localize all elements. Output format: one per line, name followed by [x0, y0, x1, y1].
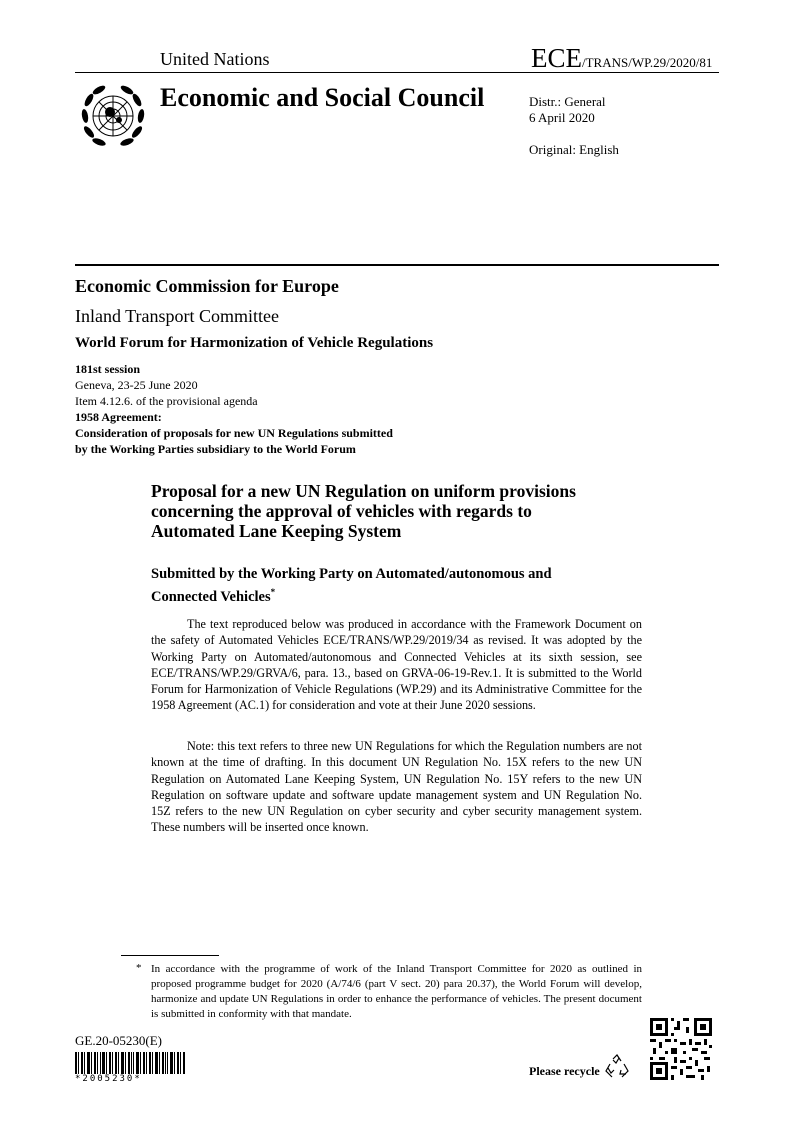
proposal-title	[151, 481, 641, 541]
barcode-number: *2005230*	[75, 1074, 142, 1084]
title-line-3: Automated Lane Keeping System	[151, 521, 402, 541]
consideration-line-2: by the Working Parties subsidiary to the World Forum	[75, 442, 356, 456]
commission-name: Economic Commission for Europe	[75, 276, 339, 296]
submitted-line-1: Submitted by the Working Party on Automated/autonomous and	[151, 566, 552, 582]
ge-number: GE.20-05230(E)	[75, 1033, 163, 1048]
session: 181st session	[75, 362, 141, 376]
symbol-prefix: ECE	[531, 43, 582, 73]
header-rule	[75, 72, 719, 73]
submitted-line-2: Connected Vehicles	[151, 588, 271, 605]
un-emblem-icon	[75, 82, 151, 150]
section-rule	[75, 264, 719, 266]
paragraph-note: Note: this text refers to three new UN Regulations for which the Regulation numbers are not known at the time of drafting. In this document UN Regulation No. 15X refers to the new UN Regulation on Automated Lane Keeping System, UN Regulation No. 15Y refers to the new UN Regulation on software update and software update management system and UN Regulation No. 15Z refers to the new UN Regulation on cyber security and cyber security management system. These numbers will be inserted once known.	[151, 739, 642, 835]
barcode-icon	[75, 1052, 185, 1074]
footnote-reference[interactable]: *	[270, 587, 276, 597]
consideration-line-1: Consideration of proposals for new UN Regulations submitted	[75, 426, 393, 440]
document-date: 6 April 2020	[529, 110, 595, 125]
session-meta	[75, 361, 393, 457]
council-title: Economic and Social Council	[160, 83, 485, 112]
footnote-rule	[121, 955, 219, 956]
committee-name: Inland Transport Committee	[75, 306, 279, 326]
org-name: United Nations	[160, 49, 270, 69]
recycle-label: Please recycle	[529, 1064, 600, 1078]
document-symbol	[531, 43, 712, 74]
distribution-info	[529, 94, 606, 126]
distribution: Distr.: General	[529, 94, 606, 109]
submitted-by	[151, 565, 641, 606]
recycle-icon	[604, 1054, 630, 1080]
symbol-rest: /TRANS/WP.29/2020/81	[582, 55, 713, 70]
original-language: Original: English	[529, 142, 619, 157]
qr-code-icon[interactable]	[650, 1018, 712, 1080]
location: Geneva, 23-25 June 2020	[75, 378, 198, 392]
agreement: 1958 Agreement:	[75, 410, 162, 424]
paragraph-intro: The text reproduced below was produced in accordance with the Framework Document on the safety of Automated Vehicles ECE/TRANS/WP.29/2019/34 as revised. It was adopted by the Working Party on Automated/autonomous and Connected Vehicles at its sixth session, see ECE/TRANS/WP.29/GRVA/6, para. 13., based on GRVA-06-19-Rev.1. It is submitted to the World Forum for Harmonization of Vehicle Regulations (WP.29) and its Administrative Committee for the 1958 Agreement (AC.1) for consideration and vote at their June 2020 sessions.	[151, 617, 642, 713]
footnote-text: In accordance with the programme of work of the Inland Transport Committee for 2020 as outlined in proposed programme budget for 2020 (A/74/6 (part V sect. 20) para 20.37), the World Forum will develop, harmonize and update UN Regulations in order to enhance the performance of vehicles. The present document is submitted in conformity with that mandate.	[151, 963, 642, 1020]
title-line-1: Proposal for a new UN Regulation on uniform provisions	[151, 481, 576, 501]
agenda-item: Item 4.12.6. of the provisional agenda	[75, 394, 258, 408]
footnote-mark: *	[136, 962, 142, 974]
forum-name: World Forum for Harmonization of Vehicle Regulations	[75, 335, 434, 351]
title-line-2: concerning the approval of vehicles with regards to	[151, 501, 532, 521]
